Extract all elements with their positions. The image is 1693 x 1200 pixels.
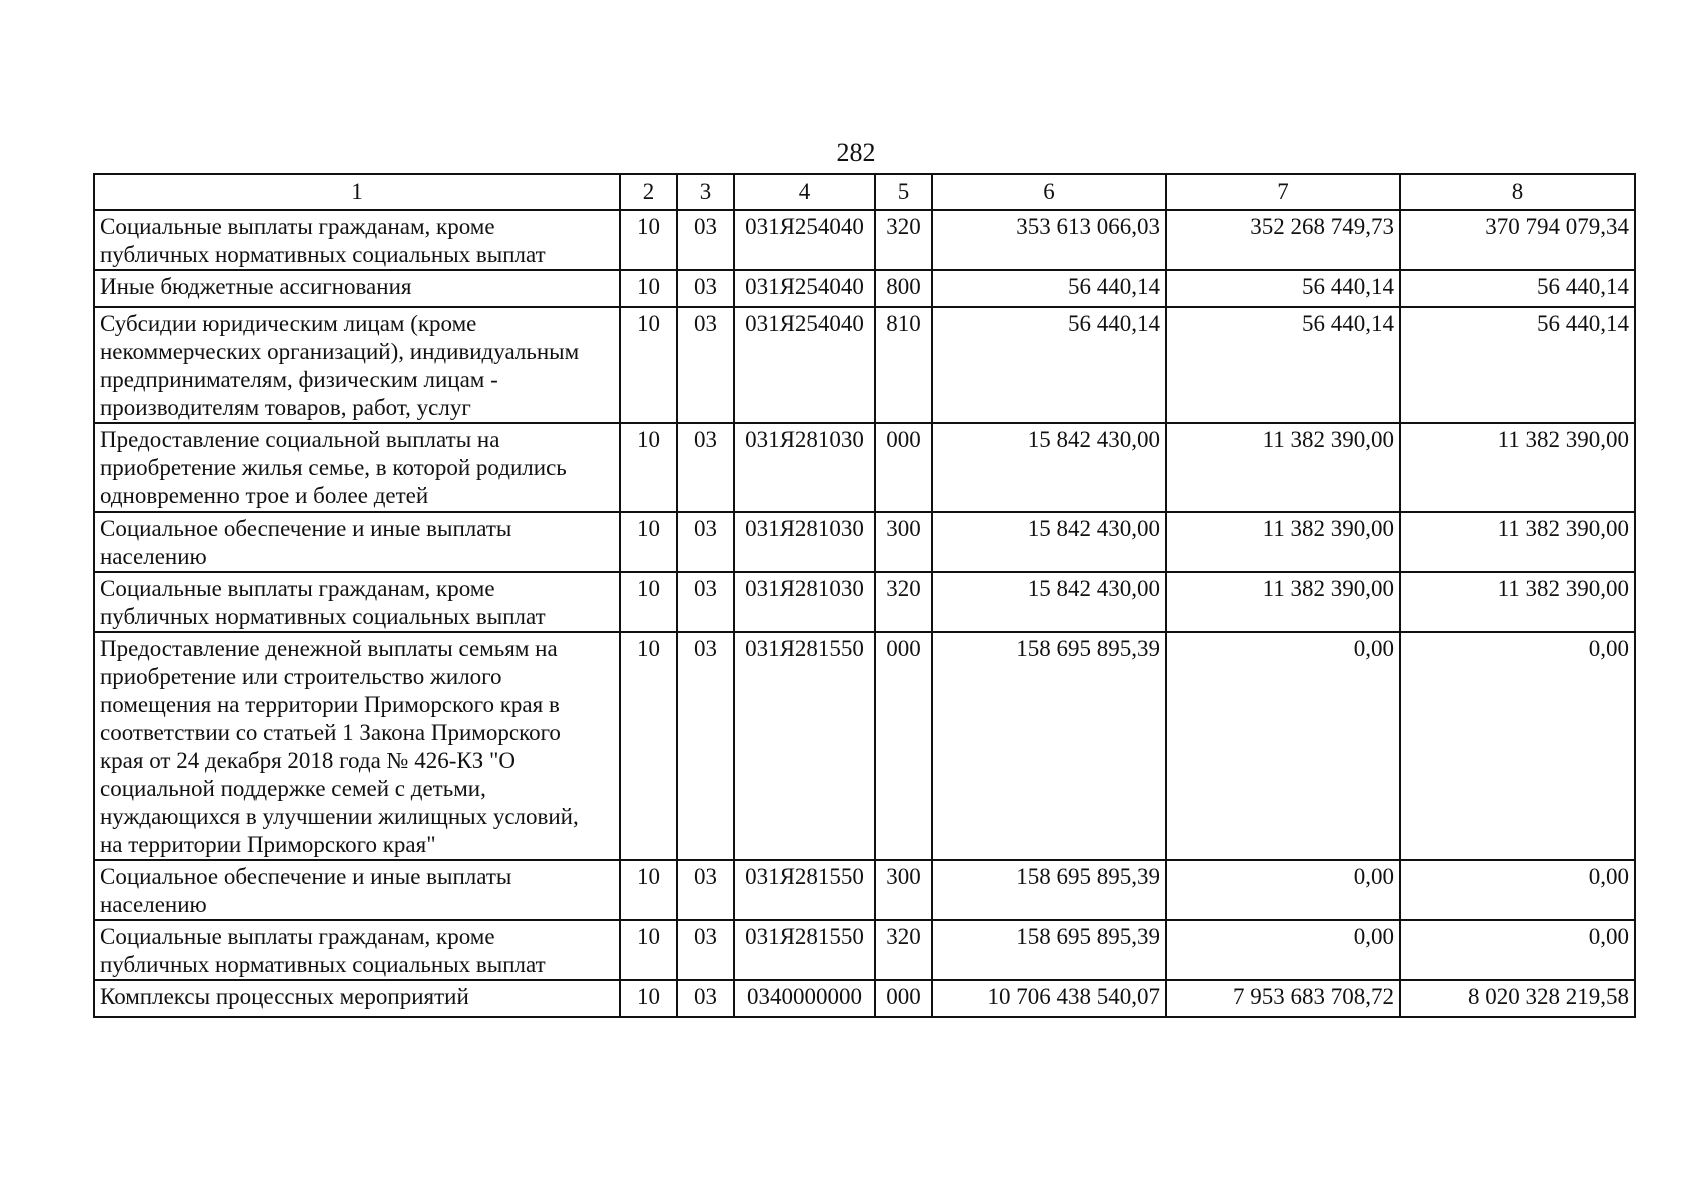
row-name: Субсидии юридическим лицам (кроме некоммерческих организаций), индивидуальным предпринимателям, физическим лицам - производителям товаров, работ, услуг [94,307,620,423]
row-subsection: 03 [677,307,734,423]
row-name: Социальное обеспечение и иные выплаты населению [94,512,620,572]
header-col-1: 1 [94,174,620,210]
row-target-article: 031Я281550 [734,860,875,920]
row-amount-col6: 56 440,14 [932,307,1166,423]
row-expense-type: 000 [875,423,932,512]
row-expense-type: 000 [875,632,932,860]
row-name: Социальные выплаты гражданам, кроме публичных нормативных социальных выплат [94,920,620,980]
row-target-article: 0340000000 [734,980,875,1017]
row-name: Социальное обеспечение и иные выплаты населению [94,860,620,920]
row-name: Социальные выплаты гражданам, кроме публичных нормативных социальных выплат [94,572,620,632]
row-section: 10 [620,920,677,980]
row-expense-type: 810 [875,307,932,423]
row-expense-type: 300 [875,512,932,572]
row-subsection: 03 [677,980,734,1017]
row-amount-col7: 0,00 [1166,860,1400,920]
header-col-6: 6 [932,174,1166,210]
row-subsection: 03 [677,210,734,270]
row-expense-type: 300 [875,860,932,920]
row-section: 10 [620,980,677,1017]
row-amount-col8: 0,00 [1400,920,1635,980]
row-amount-col7: 56 440,14 [1166,270,1400,307]
row-section: 10 [620,423,677,512]
row-amount-col7: 11 382 390,00 [1166,512,1400,572]
row-amount-col6: 10 706 438 540,07 [932,980,1166,1017]
row-target-article: 031Я281030 [734,512,875,572]
budget-table [93,173,1636,1018]
table-row [94,210,1635,270]
row-subsection: 03 [677,423,734,512]
header-col-8: 8 [1400,174,1635,210]
row-section: 10 [620,307,677,423]
page-number: 282 [836,138,876,167]
header-col-2: 2 [620,174,677,210]
row-subsection: 03 [677,860,734,920]
row-amount-col7: 7 953 683 708,72 [1166,980,1400,1017]
table-row [94,860,1635,920]
row-amount-col6: 158 695 895,39 [932,632,1166,860]
row-amount-col6: 158 695 895,39 [932,920,1166,980]
row-expense-type: 320 [875,572,932,632]
row-section: 10 [620,860,677,920]
row-expense-type: 000 [875,980,932,1017]
row-name: Комплексы процессных мероприятий [94,980,620,1017]
row-expense-type: 800 [875,270,932,307]
table-row [94,512,1635,572]
row-target-article: 031Я254040 [734,270,875,307]
row-amount-col6: 15 842 430,00 [932,423,1166,512]
row-amount-col6: 56 440,14 [932,270,1166,307]
row-name: Предоставление денежной выплаты семьям на приобретение или строительство жилого помещения на территории Приморского края в соответствии со статьей 1 Закона Приморского края от 24 декабря 2018 года № 426-КЗ "О социальной поддержке семей с детьми, нуждающихся в улучшении жилищных условий, на территории Приморского края" [94,632,620,860]
row-subsection: 03 [677,512,734,572]
table-row [94,632,1635,860]
row-amount-col8: 56 440,14 [1400,307,1635,423]
row-name: Иные бюджетные ассигнования [94,270,620,307]
table-header-row [94,174,1635,210]
row-amount-col8: 11 382 390,00 [1400,423,1635,512]
row-amount-col8: 8 020 328 219,58 [1400,980,1635,1017]
row-subsection: 03 [677,572,734,632]
row-amount-col8: 11 382 390,00 [1400,512,1635,572]
table-row [94,307,1635,423]
row-section: 10 [620,512,677,572]
header-col-3: 3 [677,174,734,210]
row-target-article: 031Я281550 [734,632,875,860]
row-target-article: 031Я254040 [734,307,875,423]
table-row [94,920,1635,980]
row-amount-col8: 0,00 [1400,860,1635,920]
row-target-article: 031Я281030 [734,423,875,512]
row-section: 10 [620,270,677,307]
row-amount-col6: 15 842 430,00 [932,572,1166,632]
row-amount-col8: 370 794 079,34 [1400,210,1635,270]
row-amount-col7: 0,00 [1166,920,1400,980]
row-amount-col8: 56 440,14 [1400,270,1635,307]
header-col-5: 5 [875,174,932,210]
row-amount-col8: 0,00 [1400,632,1635,860]
row-amount-col6: 353 613 066,03 [932,210,1166,270]
table-row [94,423,1635,512]
row-amount-col8: 11 382 390,00 [1400,572,1635,632]
row-section: 10 [620,210,677,270]
row-amount-col6: 15 842 430,00 [932,512,1166,572]
row-expense-type: 320 [875,920,932,980]
row-amount-col7: 0,00 [1166,632,1400,860]
header-col-4: 4 [734,174,875,210]
row-amount-col7: 11 382 390,00 [1166,572,1400,632]
row-subsection: 03 [677,270,734,307]
row-target-article: 031Я281030 [734,572,875,632]
row-target-article: 031Я281550 [734,920,875,980]
row-target-article: 031Я254040 [734,210,875,270]
row-amount-col6: 158 695 895,39 [932,860,1166,920]
row-section: 10 [620,632,677,860]
row-amount-col7: 56 440,14 [1166,307,1400,423]
row-amount-col7: 11 382 390,00 [1166,423,1400,512]
row-amount-col7: 352 268 749,73 [1166,210,1400,270]
table-row [94,270,1635,307]
table-row [94,980,1635,1017]
row-section: 10 [620,572,677,632]
header-col-7: 7 [1166,174,1400,210]
table-row [94,572,1635,632]
row-subsection: 03 [677,632,734,860]
row-name: Предоставление социальной выплаты на приобретение жилья семье, в которой родились одновременно трое и более детей [94,423,620,512]
row-subsection: 03 [677,920,734,980]
row-name: Социальные выплаты гражданам, кроме публичных нормативных социальных выплат [94,210,620,270]
row-expense-type: 320 [875,210,932,270]
